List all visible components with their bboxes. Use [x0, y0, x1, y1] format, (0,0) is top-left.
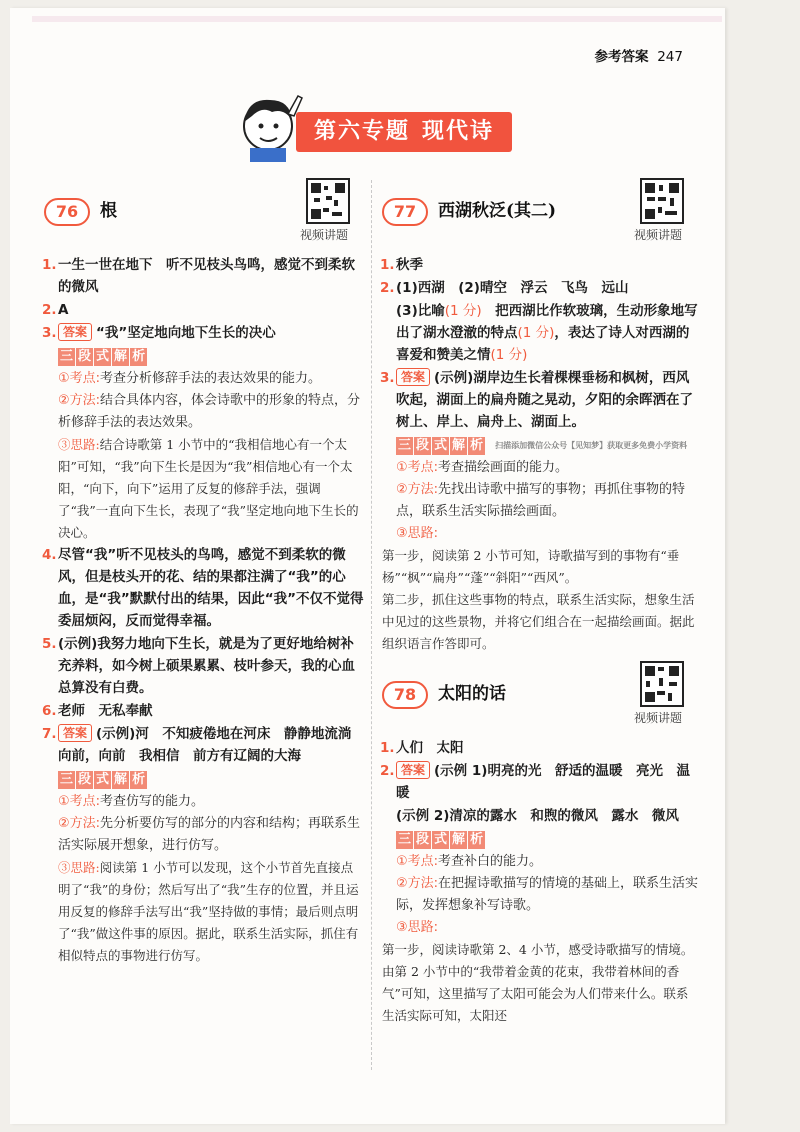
- analysis-badge-char: 段: [78, 349, 92, 364]
- qr-label: 视频讲题: [300, 228, 349, 242]
- analysis-point: ①考点:考查仿写的能力。: [58, 794, 205, 809]
- answer-item: 2. (1)西湖 (2)晴空 浮云 飞鸟 远山: [380, 280, 629, 296]
- analysis-badge-char: 式: [434, 438, 448, 453]
- analysis-badge-char: 解: [452, 438, 466, 453]
- banner-subject: 现代诗: [422, 119, 495, 144]
- answer-item: 7. 答案 (示例)河 不知疲倦地在河床 静静地流淌 向前，向前 我相信 前方有辽阔的大海: [42, 726, 365, 764]
- qr-label: 视频讲题: [634, 228, 683, 242]
- analysis-badge-char: 三: [60, 772, 74, 787]
- column-divider: [371, 180, 372, 1070]
- analysis-point: ①考点:考查描绘画面的能力。: [396, 460, 569, 475]
- answer-badge: 答案: [396, 761, 430, 779]
- section-title: 西湖秋泛(其二): [438, 201, 557, 221]
- section-number-badge: 78: [382, 681, 428, 709]
- banner-topic: 第六专题: [313, 119, 410, 144]
- analysis-badge-char: 三: [398, 438, 412, 453]
- page-header: [595, 45, 683, 65]
- section-78-header: [382, 661, 700, 725]
- answer-item: 4. 尽管“我”听不见枝头的鸟鸣，感觉不到柔软的微风，但是枝头开的花、结的果都注满了“我”的心血，是“我”默默付出的结果，因此“我”不仅不觉得委屈烦闷，反而觉得幸福。: [42, 547, 364, 629]
- analysis-badge: [58, 771, 149, 789]
- answer-item: 2. A: [42, 302, 69, 318]
- analysis-point: ①考点:考查补白的能力。: [396, 854, 543, 869]
- analysis-badge-char: 析: [470, 832, 484, 847]
- page-number: 247: [657, 49, 683, 65]
- analysis-badge-char: 式: [96, 772, 110, 787]
- answer-item: 3. 答案 (示例)湖岸边生长着棵棵垂杨和枫树，西风吹起，湖面上的扁舟随之晃动，夕阳的余晖洒在了树上、岸上、扁舟上、湖面上。: [380, 370, 693, 430]
- answer-item: (3)比喻(1 分) 把西湖比作软玻璃，生动形象地写出了湖水澄澈的特点(1 分)，表达了诗人对西湖的喜爱和赞美之情(1 分): [396, 303, 698, 363]
- promo-note: 扫描添加微信公众号【见知梦】获取更多免费小学资料: [495, 440, 688, 450]
- analysis-badge-char: 析: [132, 349, 146, 364]
- header-label: 参考答案: [594, 49, 649, 65]
- analysis-step: 第二步，抓住这些事物的特点，联系生活实际，想象生活中见过的这些景物，并将它们组合在一起描绘画面。据此组织语言作答即可。: [382, 592, 695, 651]
- qr-code-icon[interactable]: [640, 178, 684, 224]
- analysis-badge-char: 式: [96, 349, 110, 364]
- analysis-point: ①考点:考查分析修辞手法的表达效果的能力。: [58, 371, 322, 386]
- left-column: [44, 178, 364, 967]
- qr-code-icon[interactable]: [640, 661, 684, 707]
- analysis-badge-char: 解: [452, 832, 466, 847]
- answer-item: 2. 答案 (示例 1)明亮的光 舒适的温暖 亮光 温暖: [380, 763, 690, 801]
- section-number-badge: 77: [382, 198, 428, 226]
- analysis-badge-char: 解: [114, 772, 128, 787]
- analysis-badge: [396, 831, 487, 849]
- analysis-method: ②方法:在把握诗歌描写的情境的基础上，联系生活实际，发挥想象补写诗歌。: [396, 876, 699, 913]
- answer-item: 1. 一生一世在地下 听不见枝头鸟鸣，感觉不到柔软的微风: [42, 257, 355, 295]
- answer-badge: 答案: [58, 724, 92, 742]
- banner-box: [296, 112, 512, 152]
- analysis-step: 第一步，阅读第 2 小节可知，诗歌描写到的事物有“垂杨”“枫”“扁舟”“蓬”“斜阳”“西风”。: [382, 548, 680, 585]
- analysis-badge-char: 段: [416, 438, 430, 453]
- section-title: 根: [100, 201, 117, 221]
- analysis-badge-char: 三: [398, 832, 412, 847]
- analysis-thinking: ③思路:: [396, 920, 439, 935]
- analysis-thinking: ③思路:结合诗歌第 1 小节中的“我相信地心有一个太阳”可知，“我”向下生长是因为“我”相信地心有一个太阳，“向下，向下”运用了反复的修辞手法，强调了“我”一直向下生长，表现了“我”坚定地向地下生长的决心。: [58, 437, 359, 540]
- answer-item: 3. 答案 “我”坚定地向地下生长的决心: [42, 325, 276, 341]
- section-number-badge: 76: [44, 198, 90, 226]
- qr-label: 视频讲题: [634, 711, 683, 725]
- right-column: [382, 178, 700, 1027]
- answer-badge: 答案: [58, 323, 92, 341]
- banner-title: [296, 112, 512, 152]
- section-76-header: [44, 178, 364, 242]
- analysis-thinking: ③思路:阅读第 1 小节可以发现，这个小节首先直接点明了“我”的身份；然后写出了“我”生存的位置，并且运用反复的修辞手法写出“我”坚持做的事情；最后则点明了“我”做这件事的原因。据此，联系生活实际，抓住有相似特点的事物进行仿写。: [58, 860, 359, 963]
- analysis-step: 第一步，阅读诗歌第 2、4 小节，感受诗歌描写的情境。由第 2 小节中的“我带着金黄的花束，我带着林间的香气”可知，这里描写了太阳可能会为人们带来什么。联系生活实际可知，太阳还: [382, 942, 694, 1023]
- analysis-badge-char: 析: [470, 438, 484, 453]
- analysis-thinking: ③思路:: [396, 526, 439, 541]
- analysis-method: ②方法:先找出诗歌中描写的事物；再抓住事物的特点，联系生活实际描绘画面。: [396, 482, 686, 519]
- answer-item: 1. 人们 太阳: [380, 740, 464, 756]
- topic-banner: [228, 86, 528, 162]
- qr-code-icon[interactable]: [306, 178, 350, 224]
- page: [10, 8, 725, 1124]
- analysis-badge-char: 解: [114, 349, 128, 364]
- top-decoration-bar: [32, 16, 722, 22]
- analysis-badge-char: 式: [434, 832, 448, 847]
- analysis-badge: [58, 348, 149, 366]
- analysis-badge-char: 析: [132, 772, 146, 787]
- analysis-badge-char: 段: [416, 832, 430, 847]
- analysis-badge-char: 段: [78, 772, 92, 787]
- answer-item: 6. 老师 无私奉献: [42, 703, 153, 719]
- analysis-method: ②方法:结合具体内容，体会诗歌中的形象的特点，分析修辞手法的表达效果。: [58, 393, 361, 430]
- answer-badge: 答案: [396, 368, 430, 386]
- answer-item: 1. 秋季: [380, 257, 423, 273]
- analysis-badge-char: 三: [60, 349, 74, 364]
- answer-item: (示例 2)清凉的露水 和煦的微风 露水 微风: [396, 808, 679, 824]
- analysis-method: ②方法:先分析要仿写的部分的内容和结构；再联系生活实际展开想象，进行仿写。: [58, 816, 361, 853]
- analysis-badge: [396, 437, 690, 456]
- answer-item: 5. (示例)我努力地向下生长，就是为了更好地给树补充养料，如今树上硕果累累、枝叶参天，我的心血总算没有白费。: [42, 636, 355, 696]
- section-title: 太阳的话: [438, 684, 506, 704]
- section-77-header: [382, 178, 700, 242]
